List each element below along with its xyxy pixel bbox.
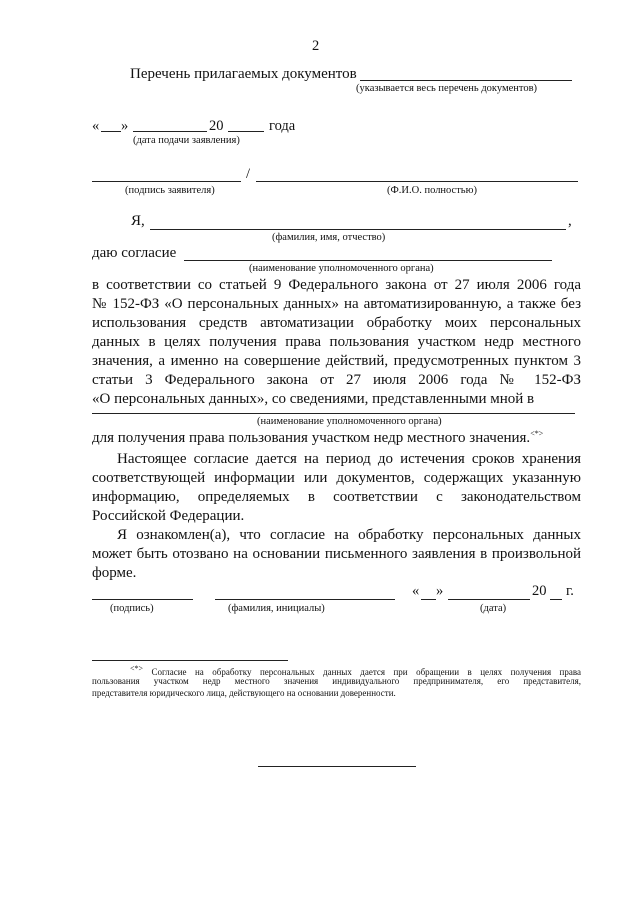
- documents-label: Перечень прилагаемых документов: [130, 66, 357, 82]
- date-year-line[interactable]: [228, 131, 264, 132]
- date-day-line[interactable]: [101, 131, 121, 132]
- footnote-line-2: пользования участком недр местного значения индивидуального предпринимателя, его представителя,: [92, 676, 581, 686]
- organ2-input-line[interactable]: [92, 413, 575, 414]
- period-line-2: соответствующей информации или документов, содержащих указанную: [92, 470, 581, 486]
- closing-rule: [258, 766, 416, 767]
- documents-input-line[interactable]: [360, 80, 572, 81]
- date-quote-open: «: [92, 118, 100, 134]
- organ-input-line[interactable]: [184, 260, 552, 261]
- footnote-ref: <*>: [530, 429, 544, 438]
- consent-line-7: «О персональных данных», со сведениями, представленными мной в: [92, 391, 535, 407]
- purpose-line: [92, 429, 543, 447]
- period-line-1: Настоящее согласие дается на период до истечения сроков хранения: [117, 451, 581, 467]
- bottom-year-prefix: 20: [532, 583, 547, 599]
- applicant-signature-line[interactable]: [92, 181, 241, 182]
- bottom-date-day-line[interactable]: [421, 599, 436, 600]
- organ2-caption: (наименование уполномоченного органа): [257, 416, 442, 427]
- bottom-year-line[interactable]: [550, 599, 562, 600]
- footnote-mark: <*>: [130, 664, 144, 673]
- signature-slash: /: [246, 166, 251, 182]
- footnote-line-3: представителя юридического лица, действующего на основании доверенности.: [92, 688, 396, 698]
- date-year-prefix: 20: [209, 118, 224, 134]
- bottom-date-month-line[interactable]: [448, 599, 530, 600]
- footnote-text-1: Согласие на обработку персональных данных дается при обращении в целях получения права: [151, 667, 581, 677]
- consent-comma: ,: [568, 213, 572, 229]
- period-line-3: информацию, определяемых в соответствии с законодательством: [92, 489, 581, 505]
- bottom-signature-line[interactable]: [92, 599, 193, 600]
- consent-line-2: № 152-ФЗ «О персональных данных» на автоматизированную, а также без: [92, 296, 581, 312]
- signature-caption: (подпись заявителя): [125, 185, 215, 196]
- footnote-separator: [92, 660, 288, 661]
- fio-caption: (фамилия, имя, отчество): [272, 232, 386, 243]
- bottom-date-quote-close: »: [436, 583, 444, 599]
- date-suffix: года: [269, 118, 296, 134]
- page-number: 2: [312, 38, 320, 54]
- date-quote-close: »: [121, 118, 129, 134]
- consent-line-1: в соответствии со статьей 9 Федерального закона от 27 июля 2006 года: [92, 277, 581, 293]
- applicant-name-line[interactable]: [256, 181, 578, 182]
- date-caption: (дата подачи заявления): [133, 135, 240, 146]
- period-line-4: Российской Федерации.: [92, 508, 245, 524]
- consent-line-4: данных в целях получения права пользования участком недр местного: [92, 334, 581, 350]
- purpose-text: для получения права пользования участком недр местного значения.: [92, 430, 531, 446]
- bottom-date-caption: (дата): [480, 603, 507, 614]
- revoke-line-3: форме.: [92, 565, 137, 581]
- bottom-signature-caption: (подпись): [110, 603, 154, 614]
- consent-line-5: значения, а именно на совершение действий, предусмотренных пунктом 3: [92, 353, 581, 369]
- consent-dayu: даю согласие: [92, 245, 177, 261]
- fio-input-line[interactable]: [150, 229, 566, 230]
- revoke-line-2: может быть отозвано на основании письменного заявления в произвольной: [92, 546, 581, 562]
- name-caption: (Ф.И.О. полностью): [387, 185, 477, 196]
- consent-line-3: использования средств автоматизации обработку моих персональных: [92, 315, 581, 331]
- date-month-line[interactable]: [133, 131, 207, 132]
- bottom-initials-caption: (фамилия, инициалы): [228, 603, 325, 614]
- bottom-date-quote-open: «: [412, 583, 420, 599]
- bottom-initials-line[interactable]: [215, 599, 395, 600]
- bottom-year-suffix: г.: [566, 583, 574, 599]
- organ-caption: (наименование уполномоченного органа): [249, 263, 434, 274]
- consent-ya: Я,: [131, 213, 145, 229]
- documents-caption: (указывается весь перечень документов): [356, 83, 538, 94]
- consent-line-6: статьи 3 Федерального закона от 27 июля 2006 года № 152-ФЗ: [92, 372, 581, 388]
- revoke-line-1: Я ознакомлен(а), что согласие на обработку персональных данных: [117, 527, 581, 543]
